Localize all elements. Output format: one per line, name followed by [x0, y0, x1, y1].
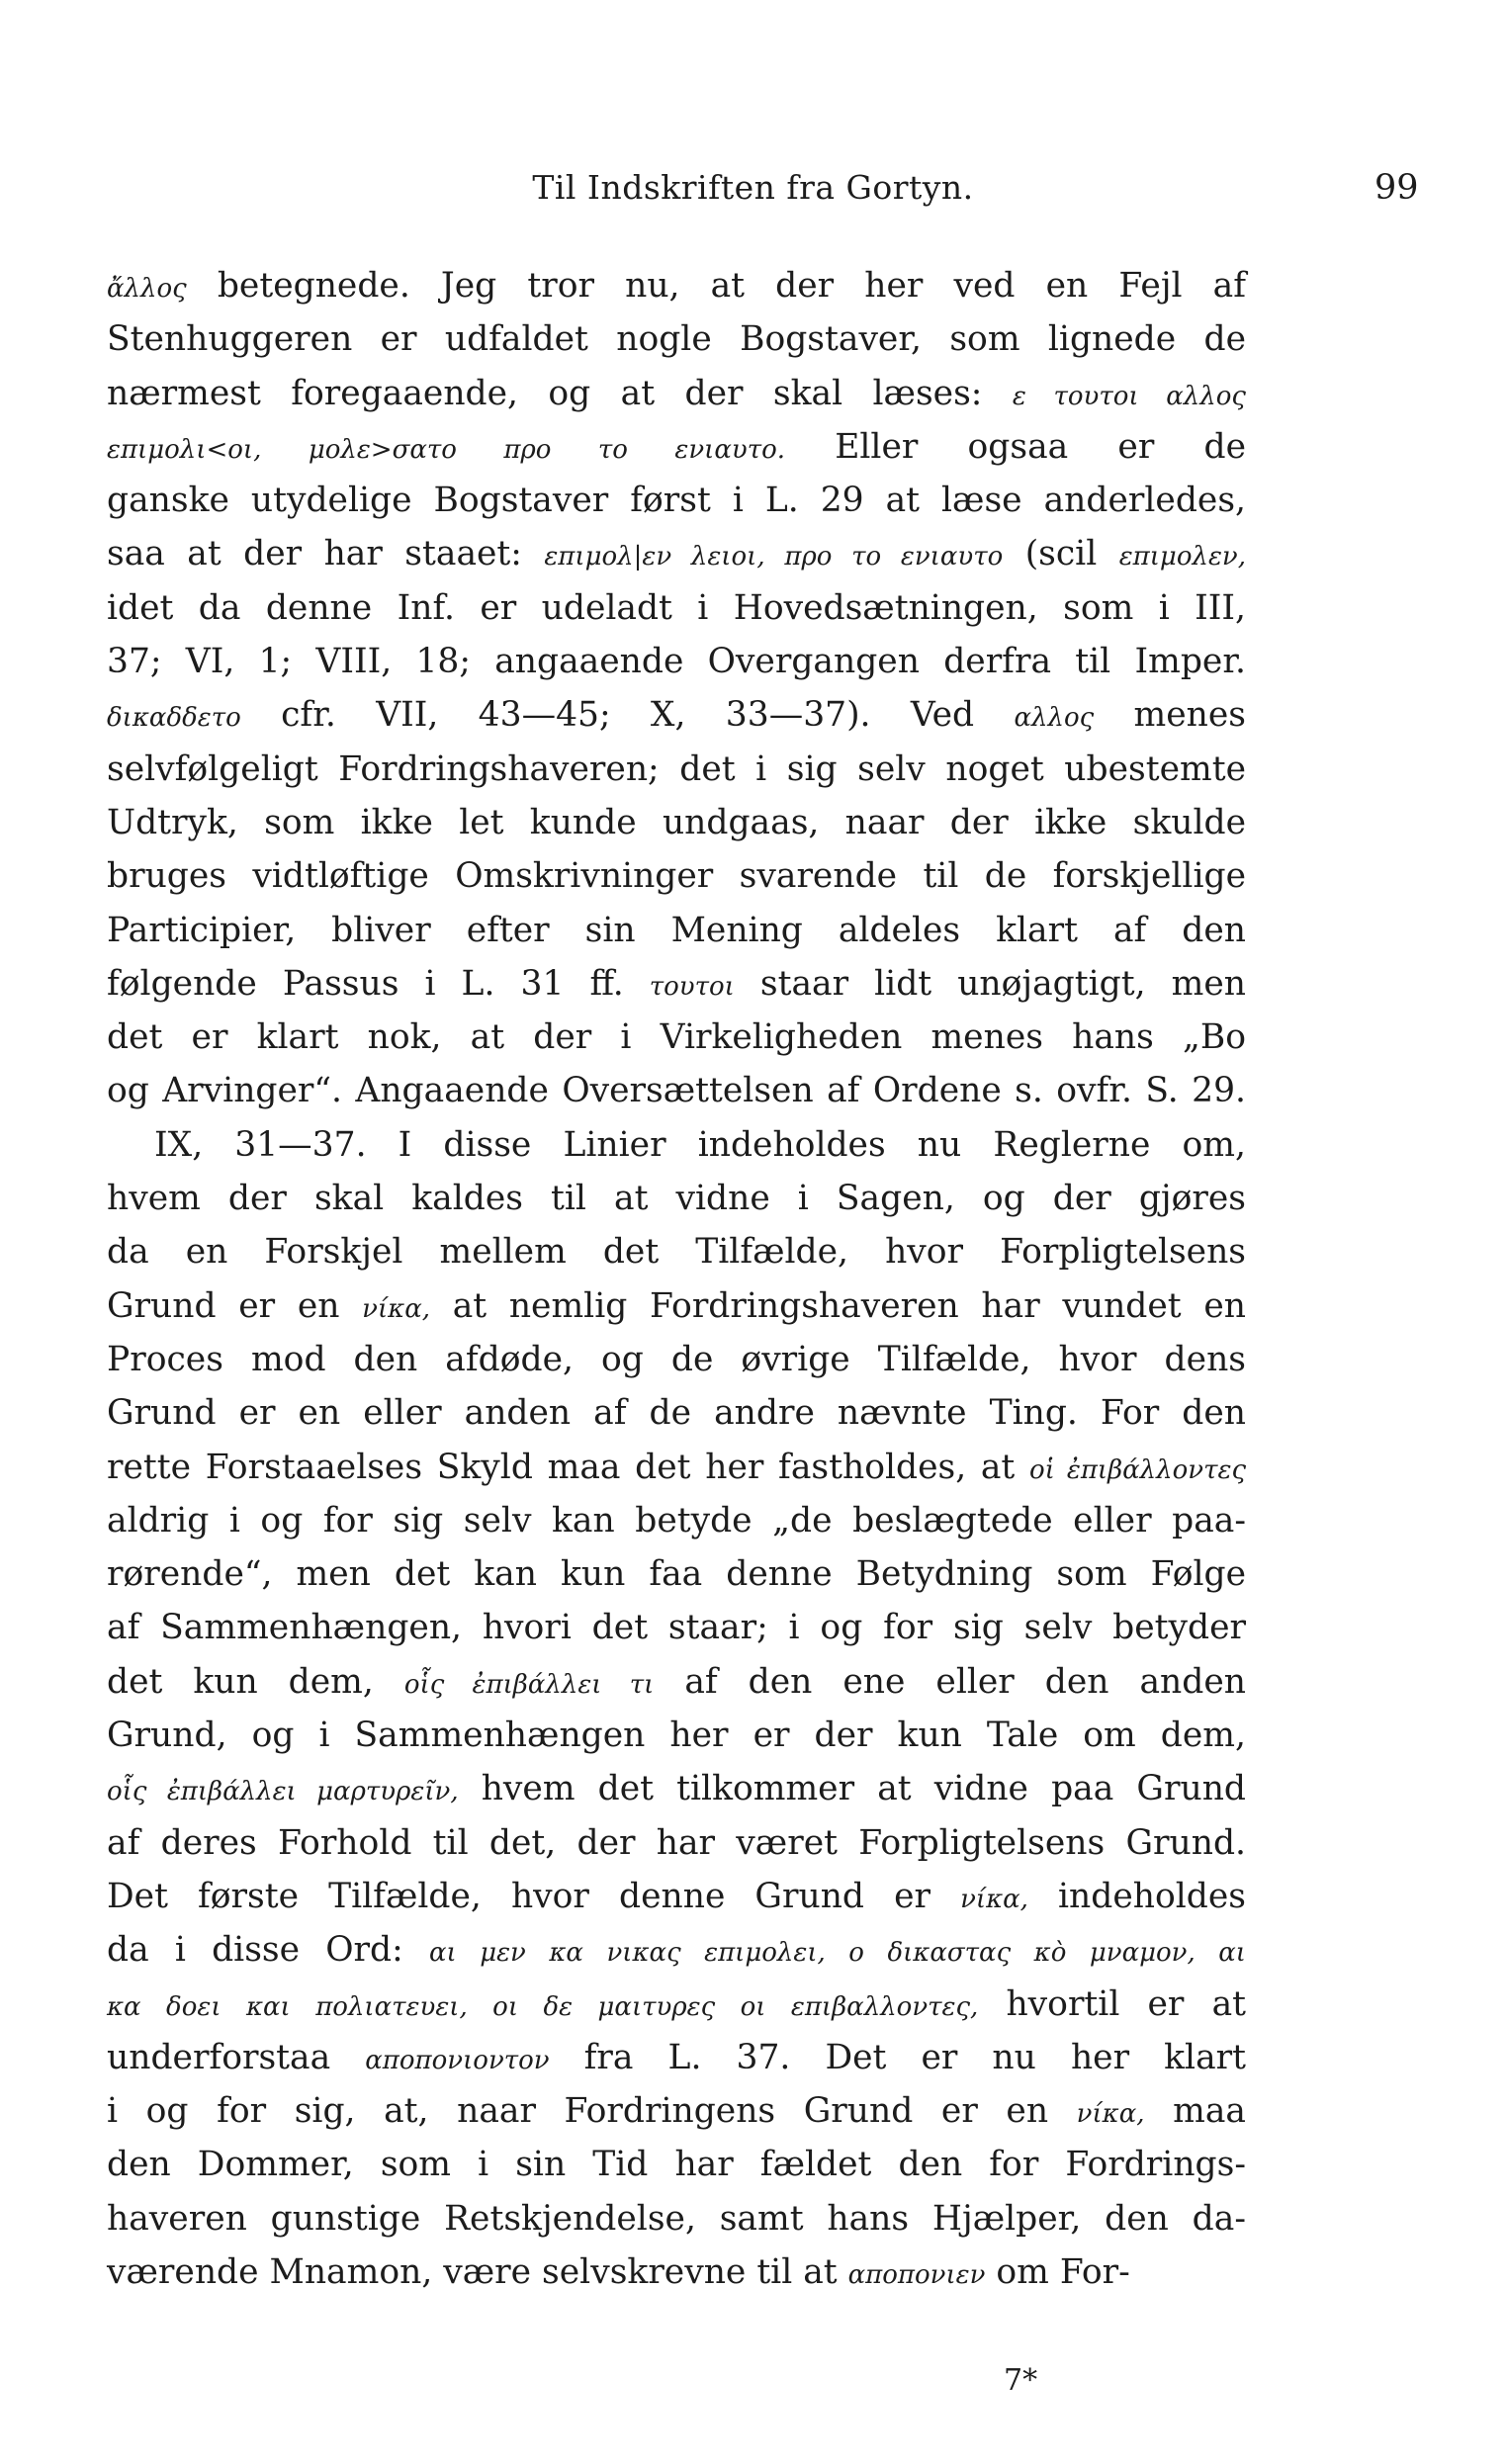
line-text: af den ene eller den anden	[654, 1661, 1246, 1702]
text-line	[107, 367, 1246, 420]
greek-text: αλλος	[1014, 703, 1095, 734]
text-line	[107, 957, 1246, 1011]
line-text: haveren gunstige Retskjendelse, samt hans Hjælper, den da-	[107, 2198, 1246, 2239]
text-line	[107, 743, 1246, 796]
text-line	[107, 1386, 1246, 1440]
line-text: af Sammenhængen, hvori det staar; i og for sig selv betyder	[107, 1608, 1246, 1648]
line-text: hvortil er at	[978, 1983, 1247, 2024]
greek-text: επιμολι<οι, μολε>σατο προ το ενιαυτο.	[107, 434, 786, 465]
line-text: Eller ogsaa er de	[785, 426, 1246, 467]
line-text: fra L. 37. Det er nu her klart	[549, 2037, 1247, 2077]
line-text: maa	[1144, 2091, 1246, 2132]
text-line	[107, 1601, 1246, 1654]
text-line	[107, 1172, 1246, 1225]
text-line	[107, 1816, 1246, 1870]
line-text: staar lidt unøjagtigt, men	[734, 963, 1246, 1004]
signature-mark: 7*	[1004, 2363, 1038, 2398]
line-text: at nemlig Fordringshaveren har vundet en	[430, 1285, 1246, 1326]
greek-text: επιμολεν,	[1118, 542, 1246, 572]
greek-text: νίκα,	[1076, 2099, 1145, 2130]
line-text: selvfølgeligt Fordringshaveren; det i sig selv noget ubestemte	[107, 748, 1246, 789]
line-text: betegnede. Jeg tror nu, at der her ved en Fejl af	[186, 266, 1246, 306]
line-text: menes	[1094, 695, 1246, 736]
text-line	[107, 1655, 1246, 1709]
text-line	[107, 1923, 1246, 1977]
line-text: værende Mnamon, være selvskrevne til at	[107, 2251, 848, 2292]
greek-text: αι μεν κα νικας επιμολει, ο δικαστας κὸ μναμον, αι	[428, 1938, 1247, 1969]
line-text: indeholdes	[1027, 1876, 1246, 1916]
text-line	[107, 904, 1246, 957]
page-number: 99	[1374, 168, 1419, 208]
text-line	[107, 1547, 1246, 1601]
text-line	[107, 474, 1246, 527]
line-text: og Arvinger“. Angaaende Oversættelsen af Ordene s. ovfr. S. 29.	[107, 1071, 1246, 1111]
text-line	[107, 259, 1246, 312]
greek-text: τουτοι	[649, 971, 735, 1002]
line-text: den Dommer, som i sin Tid har fældet den for Fordrings-	[107, 2145, 1246, 2185]
text-line	[107, 1762, 1246, 1815]
text-line	[107, 312, 1246, 366]
line-text: aldrig i og for sig selv kan betyde „de beslægtede eller paa-	[107, 1500, 1246, 1540]
line-text: cfr. VII, 43—45; X, 33—37). Ved	[240, 695, 1015, 736]
text-line	[107, 635, 1246, 688]
line-text: om For-	[985, 2251, 1130, 2292]
line-text: i og for sig, at, naar Fordringens Grund er en	[107, 2091, 1077, 2132]
line-text: det kun dem,	[107, 1661, 404, 1702]
text-line	[107, 1441, 1246, 1494]
text-line	[107, 1978, 1246, 2031]
line-text: IX, 31—37. I disse Linier indeholdes nu Reglerne om,	[154, 1124, 1246, 1165]
text-line	[107, 796, 1246, 849]
line-text: bruges vidtløftige Omskrivninger svarende til de forskjellige	[107, 856, 1246, 897]
line-text: rette Forstaaelses Skyld maa det her fastholdes, at	[107, 1447, 1030, 1487]
text-line	[107, 2245, 1246, 2299]
greek-text: ε τουτοι αλλος	[1012, 381, 1246, 411]
body-text	[107, 259, 1246, 2299]
greek-text: αποπονιοντον	[365, 2045, 550, 2075]
line-text: underforstaa	[107, 2037, 366, 2077]
line-text: saa at der har staaet:	[107, 534, 545, 574]
text-line	[107, 2138, 1246, 2191]
line-text: Stenhuggeren er udfaldet nogle Bogstaver, som lignede de	[107, 319, 1246, 360]
running-header: Til Indskriften fra Gortyn.	[532, 168, 974, 207]
text-line	[107, 420, 1246, 474]
text-line	[107, 849, 1246, 903]
line-text: følgende Passus i L. 31 ff.	[107, 963, 650, 1004]
text-line	[107, 2084, 1246, 2138]
line-text: ganske utydelige Bogstaver først i L. 29 at læse anderledes,	[107, 481, 1246, 521]
text-line	[107, 1494, 1246, 1547]
line-text: Participier, bliver efter sin Mening aldeles klart af den	[107, 910, 1246, 950]
line-text: Grund er en eller anden af de andre nævnte Ting. For den	[107, 1393, 1246, 1434]
line-text: rørende“, men det kan kun faa denne Betydning som Følge	[107, 1554, 1246, 1595]
text-line	[107, 688, 1246, 742]
line-text: da i disse Ord:	[107, 1930, 429, 1971]
greek-text: ἄλλος	[107, 274, 187, 304]
greek-text: κα δοει και πολιατευει, οι δε μαιτυρες οι επιβαλλοντες,	[107, 1991, 979, 2022]
greek-text: οἷς ἐπιβάλλει τι	[403, 1669, 655, 1700]
text-line	[107, 581, 1246, 635]
greek-text: επιμολ|εν λειοι, προ το ενιαυτο	[544, 542, 1004, 572]
greek-text: οἱ ἐπιβάλλοντες	[1029, 1454, 1247, 1485]
text-line	[107, 2031, 1246, 2084]
greek-text: οἷς ἐπιβάλλει μαρτυρεῖν,	[107, 1777, 459, 1807]
line-text: nærmest foregaaende, og at der skal læses:	[107, 373, 1013, 413]
line-text: det er klart nok, at der i Virkeligheden menes hans „Bo	[107, 1017, 1246, 1058]
text-line	[107, 1333, 1246, 1386]
text-line	[107, 1225, 1246, 1278]
line-text: Det første Tilfælde, hvor denne Grund er	[107, 1876, 961, 1916]
line-text: af deres Forhold til det, der har været Forpligtelsens Grund.	[107, 1822, 1246, 1863]
text-line	[107, 1870, 1246, 1923]
line-text: Proces mod den afdøde, og de øvrige Tilfælde, hvor dens	[107, 1339, 1246, 1379]
line-text: Grund er en	[107, 1285, 363, 1326]
greek-text: αποπονιεν	[847, 2259, 986, 2290]
greek-text: νίκα,	[960, 1884, 1028, 1914]
line-text: Grund, og i Sammenhængen her er der kun Tale om dem,	[107, 1716, 1246, 1756]
line-text: idet da denne Inf. er udeladt i Hovedsætningen, som i III,	[107, 587, 1246, 628]
line-text: hvem der skal kaldes til at vidne i Sagen, og der gjøres	[107, 1179, 1246, 1219]
text-line	[107, 1118, 1246, 1172]
greek-text: δικαδδετο	[107, 703, 241, 734]
text-line	[107, 1709, 1246, 1762]
line-text: hvem det tilkommer at vidne paa Grund	[458, 1769, 1246, 1809]
text-line	[107, 1011, 1246, 1064]
line-text: (scil	[1003, 534, 1119, 574]
line-text: 37; VI, 1; VIII, 18; angaaende Overgangen derfra til Imper.	[107, 642, 1246, 682]
line-text: da en Forskjel mellem det Tilfælde, hvor Forpligtelsens	[107, 1232, 1246, 1273]
text-line	[107, 1064, 1246, 1117]
line-text: Udtryk, som ikke let kunde undgaas, naar der ikke skulde	[107, 802, 1246, 842]
greek-text: νίκα,	[362, 1293, 431, 1324]
text-line	[107, 527, 1246, 580]
text-line	[107, 1279, 1246, 1333]
text-line	[107, 2192, 1246, 2245]
